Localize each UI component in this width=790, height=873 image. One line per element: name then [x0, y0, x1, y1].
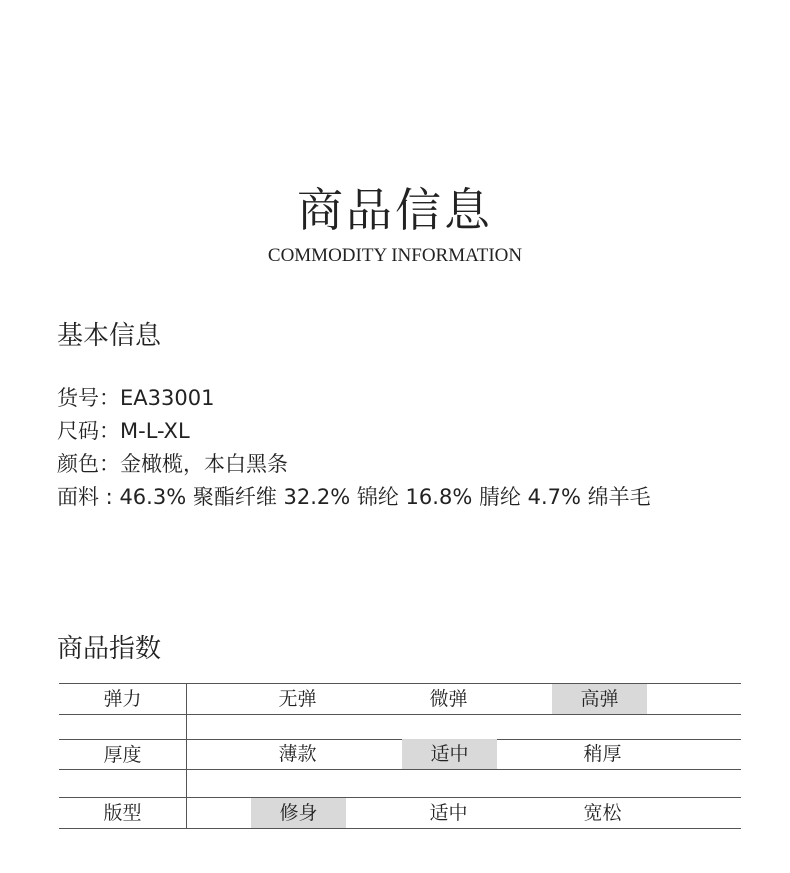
page-title-cn: 商品信息 [297, 183, 493, 237]
info-label: 尺码： [57, 419, 120, 443]
page-title-en: COMMODITY INFORMATION [267, 245, 523, 266]
option-thickness-2: 稍厚 [583, 743, 622, 765]
info-value: M-L-XL [120, 419, 190, 443]
table-divider [59, 828, 741, 829]
info-row-fabric [57, 481, 651, 514]
basic-info-heading: 基本信息 [57, 321, 162, 351]
table-divider [59, 714, 741, 715]
info-label: 颜色： [57, 452, 120, 476]
option-elasticity-2: 高弹 [552, 684, 647, 714]
option-elasticity-1: 微弹 [429, 688, 468, 710]
product-index-heading: 商品指数 [57, 634, 162, 664]
option-fit-2: 宽松 [583, 802, 622, 824]
info-value: EA33001 [120, 386, 215, 410]
basic-info-list [57, 382, 651, 514]
info-value: 46.3% 聚酯纤维 32.2% 锦纶 16.8% 腈纶 4.7% 绵羊毛 [119, 485, 651, 509]
row-label-thickness: 厚度 [103, 744, 142, 766]
info-row-size [57, 415, 651, 448]
info-label: 面料 : [57, 485, 120, 509]
product-index-table [59, 683, 741, 829]
info-value: 金橄榄，本白黑条 [120, 452, 288, 476]
option-fit-1: 适中 [429, 802, 468, 824]
info-label: 货号： [57, 386, 120, 410]
info-row-color [57, 448, 651, 481]
option-thickness-1: 适中 [402, 739, 497, 769]
row-label-fit: 版型 [103, 802, 142, 824]
option-fit-0: 修身 [251, 798, 346, 828]
row-label-elasticity: 弹力 [103, 688, 142, 710]
table-column-divider [186, 683, 187, 829]
info-row-sku [57, 382, 651, 415]
option-elasticity-0: 无弹 [278, 688, 317, 710]
option-thickness-0: 薄款 [278, 743, 317, 765]
